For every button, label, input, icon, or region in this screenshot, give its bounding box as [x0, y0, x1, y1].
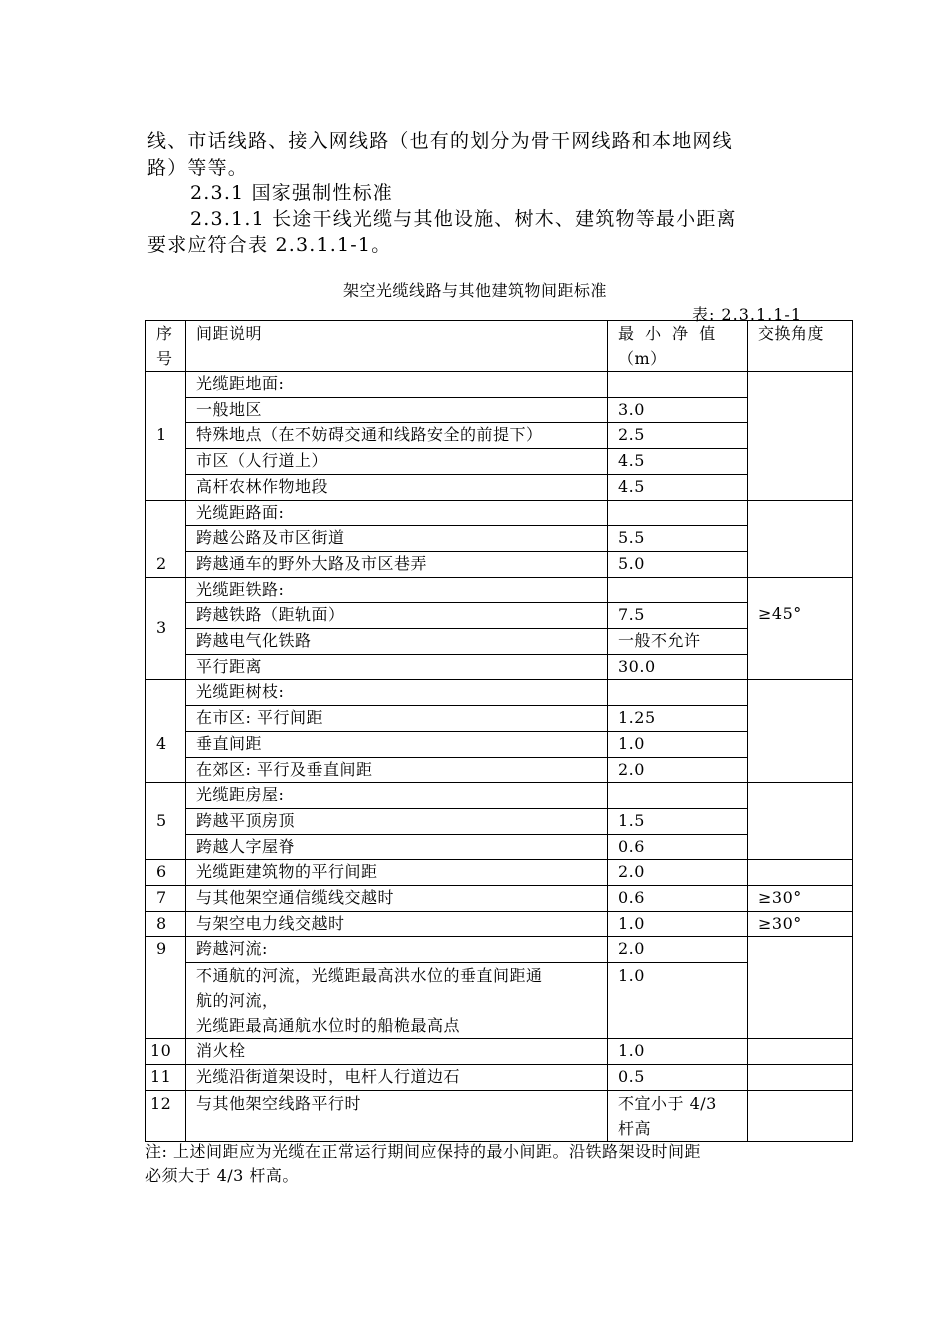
table-row: [146, 372, 853, 398]
cell-angle: ≥30°: [748, 911, 853, 937]
cell-desc: 特殊地点（在不妨碍交通和线路安全的前提下）: [186, 423, 608, 449]
cell-angle: [748, 783, 853, 860]
row-no: 3: [146, 577, 186, 680]
note-line-2: 必须大于 4/3 杆高。: [145, 1166, 299, 1185]
note-line-1: 注: 上述间距应为光缆在正常运行期间应保持的最小间距。沿铁路架设时间距: [145, 1142, 701, 1161]
cell-value: 一般不允许: [608, 629, 748, 655]
distance-standard-table: [145, 320, 853, 1142]
table-row: [146, 860, 853, 886]
table-row: [146, 783, 853, 809]
cell-desc: 在市区: 平行间距: [186, 706, 608, 732]
table-row: [146, 1039, 853, 1065]
cell-value: [608, 500, 748, 526]
header-no-bottom: 号: [156, 349, 173, 368]
table-row: [146, 757, 853, 783]
header-angle: 交换角度: [748, 321, 853, 372]
row-no: 2: [146, 500, 186, 577]
cell-value: 5.5: [608, 526, 748, 552]
header-min-bottom: （m）: [618, 349, 667, 368]
table-row: [146, 731, 853, 757]
cell-value: 5.0: [608, 551, 748, 577]
cell-angle: [748, 937, 853, 1039]
cell-desc: 光缆沿街道架设时，电杆人行道边石: [186, 1064, 608, 1090]
cell-angle: [748, 372, 853, 501]
row-no: 11: [146, 1064, 186, 1090]
cell-value: 3.0: [608, 397, 748, 423]
cell-desc: 跨越人字屋脊: [186, 834, 608, 860]
cell-desc: 与其他架空线路平行时: [186, 1090, 608, 1141]
cell-desc-line: 光缆距最高通航水位时的船桅最高点: [196, 1016, 461, 1036]
table-row: [146, 706, 853, 732]
table-row: [146, 397, 853, 423]
header-desc: 间距说明: [186, 321, 608, 372]
cell-value: [608, 680, 748, 706]
table-row: [146, 911, 853, 937]
cell-desc-line: 不通航的河流，光缆距最高洪水位的垂直间距通: [196, 966, 543, 986]
cell-value: 0.6: [608, 886, 748, 912]
cell-angle: [748, 1039, 853, 1065]
cell-desc: 跨越河流:: [186, 937, 608, 963]
cell-value: 1.0: [608, 1039, 748, 1065]
cell-value: 4.5: [608, 474, 748, 500]
cell-angle: ≥45°: [748, 577, 853, 680]
cell-value: 2.0: [608, 937, 748, 963]
table-row: [146, 526, 853, 552]
table-row: [146, 654, 853, 680]
table-row: [146, 603, 853, 629]
table-header-row: [146, 321, 853, 372]
cell-desc: 消火栓: [186, 1039, 608, 1065]
row-no: 6: [146, 860, 186, 886]
table-row: [146, 500, 853, 526]
row-no: 12: [146, 1090, 186, 1141]
cell-desc: 与架空电力线交越时: [186, 911, 608, 937]
table-note: [145, 1140, 815, 1188]
cell-value: 1.5: [608, 808, 748, 834]
intro-line-2: 路）等等。: [147, 157, 249, 179]
table-row: [146, 423, 853, 449]
cell-value: [608, 577, 748, 603]
cell-desc: 与其他架空通信缆线交越时: [186, 886, 608, 912]
table-row: [146, 937, 853, 963]
row-no: 5: [146, 783, 186, 860]
cell-desc: 跨越通车的野外大路及市区巷弄: [186, 551, 608, 577]
cell-desc: 一般地区: [186, 397, 608, 423]
cell-value-line: 不宜小于 4/3: [618, 1093, 717, 1113]
cell-desc: 跨越公路及市区街道: [186, 526, 608, 552]
cell-desc: 跨越平顶房顶: [186, 808, 608, 834]
cell-desc: 跨越铁路（距轨面）: [186, 603, 608, 629]
row-no: 4: [146, 680, 186, 783]
cell-angle: [748, 860, 853, 886]
cell-value: 1.0: [608, 911, 748, 937]
cell-desc: 跨越电气化铁路: [186, 629, 608, 655]
cell-value: [608, 372, 748, 398]
table-row: [146, 1064, 853, 1090]
table-row: [146, 474, 853, 500]
row-no: 7: [146, 886, 186, 912]
cell-value: 0.5: [608, 1064, 748, 1090]
cell-desc: 光缆距树枝:: [186, 680, 608, 706]
cell-value: 2.0: [608, 860, 748, 886]
table-number: 表: 2.3.1.1-1: [691, 305, 802, 324]
row-no: 10: [146, 1039, 186, 1065]
cell-desc: 在郊区: 平行及垂直间距: [186, 757, 608, 783]
cell-desc: 光缆距铁路:: [186, 577, 608, 603]
row-no: 9: [146, 937, 186, 1039]
cell-angle: [748, 680, 853, 783]
intro-line-1: 线、市话线路、接入网线路（也有的划分为骨干网线路和本地网线: [147, 130, 733, 152]
section-heading-2-3-1: 2.3.1 国家强制性标准: [190, 182, 393, 204]
header-min: [608, 321, 748, 372]
table-row: [146, 577, 853, 603]
cell-value: 4.5: [608, 449, 748, 475]
cell-value: 1.25: [608, 706, 748, 732]
intro-line-4: 2.3.1.1 长途干线光缆与其他设施、树木、建筑物等最小距离: [190, 208, 737, 230]
cell-value: 2.0: [608, 757, 748, 783]
cell-value: 0.6: [608, 834, 748, 860]
cell-angle: [748, 1090, 853, 1141]
header-no-top: 序: [156, 324, 173, 343]
table-row: [146, 1090, 853, 1141]
cell-value: 7.5: [608, 603, 748, 629]
table-row: [146, 963, 853, 1039]
table-row: [146, 834, 853, 860]
header-no: [146, 321, 186, 372]
cell-desc: 光缆距建筑物的平行间距: [186, 860, 608, 886]
cell-desc: 高杆农林作物地段: [186, 474, 608, 500]
cell-value: [608, 783, 748, 809]
table-row: [146, 551, 853, 577]
cell-desc: [186, 963, 608, 1039]
table-row: [146, 629, 853, 655]
table-row: [146, 886, 853, 912]
cell-value: 2.5: [608, 423, 748, 449]
table-row: [146, 449, 853, 475]
cell-desc: 平行距离: [186, 654, 608, 680]
row-no: 8: [146, 911, 186, 937]
cell-angle: ≥30°: [748, 886, 853, 912]
cell-value: 1.0: [608, 731, 748, 757]
cell-value-line: 杆高: [618, 1118, 652, 1138]
cell-desc: 垂直间距: [186, 731, 608, 757]
row-no: 1: [146, 372, 186, 501]
cell-desc: 市区（人行道上）: [186, 449, 608, 475]
cell-angle: [748, 1064, 853, 1090]
intro-line-5: 要求应符合表 2.3.1.1-1。: [147, 234, 392, 256]
table-caption: 架空光缆线路与其他建筑物间距标准: [342, 281, 607, 300]
header-min-top: 最 小 净 值: [618, 324, 719, 343]
table-row: [146, 680, 853, 706]
cell-value: [608, 1090, 748, 1141]
cell-value: 30.0: [608, 654, 748, 680]
cell-value: 1.0: [608, 963, 748, 1039]
cell-desc: 光缆距地面:: [186, 372, 608, 398]
cell-desc-line: 航的河流，: [196, 991, 279, 1011]
cell-desc: 光缆距房屋:: [186, 783, 608, 809]
cell-desc: 光缆距路面:: [186, 500, 608, 526]
cell-angle: [748, 500, 853, 577]
table-row: [146, 808, 853, 834]
